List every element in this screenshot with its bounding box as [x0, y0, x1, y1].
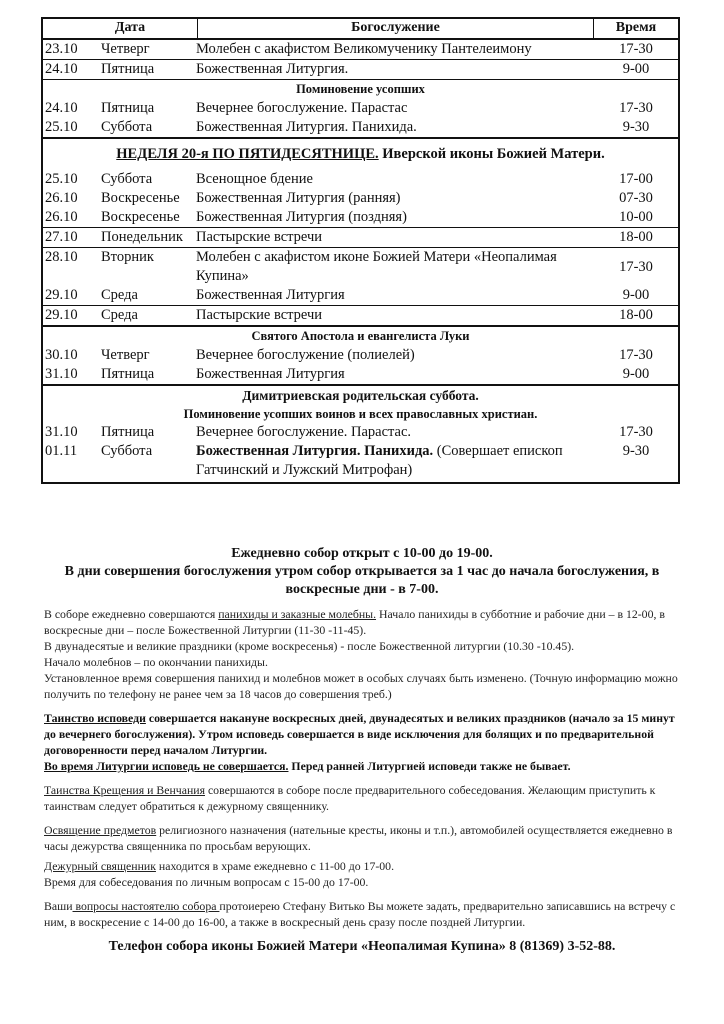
text: Перед ранней Литургией исповеди также не бывает.: [288, 759, 571, 773]
row-date: 24.10: [45, 61, 78, 77]
text: протоиерею Стефану Витько Вы можете задать, предварительно записавшись на встречу с ним, в воскресение с 14-00 до 16-00, а также в воскресный день сразу после поздней Литургии.: [44, 899, 676, 929]
row-time: 9-30: [622, 443, 650, 459]
row-service: Вечернее богослужение (полиелей): [196, 347, 415, 363]
row-time: 9-00: [622, 366, 650, 382]
row-service: [196, 442, 594, 480]
row-weekday: Четверг: [101, 347, 150, 363]
header-date: Дата: [43, 19, 198, 38]
schedule-change-paragraph: Установленное время совершения панихид и молебнов может в особых случаях быть изменено. (Точную информацию можно получить по телефону не ранее чем за 18 часов до совершения треб.): [44, 671, 678, 701]
text: Начало панихиды в субботние и рабочие дни – в 12-00, в воскресные дни – после Божественной Литургии (11-30 -11-45).: [44, 607, 665, 637]
row-weekday: Среда: [101, 287, 138, 303]
feast-title: Поминовение усопших: [296, 82, 425, 96]
confession-note: [44, 758, 684, 774]
table-row: [43, 227, 678, 247]
row-service: Вечернее богослужение. Парастас.: [196, 424, 412, 440]
row-service-bold: Божественная Литургия. Панихида.: [196, 443, 434, 459]
row-weekday: Понедельник: [101, 229, 183, 245]
row-service: Пастырские встречи: [196, 229, 323, 245]
table-row: [43, 40, 678, 59]
table-row: [43, 99, 678, 118]
table-row: [43, 365, 678, 384]
text: совершается накануне воскресных дней, двунадесятых и великих праздников (начало за 15 минут до вечернего богослужения). Утром исповедь совершается в виде исключения для болящих и по предварительной договоренности перед началом Литургии.: [44, 711, 675, 757]
row-weekday: Суббота: [101, 171, 153, 187]
row-weekday: Суббота: [101, 119, 153, 135]
duty-priest-paragraph: [44, 858, 684, 874]
row-time: 17-30: [619, 258, 653, 275]
row-weekday: Воскресенье: [101, 190, 180, 206]
row-service-note: (Совершает епископ Гатчинский и Лужский Митрофан): [196, 443, 563, 478]
header-time: Время: [615, 20, 657, 35]
text: религиозного назначения (нательные кресты, иконы и т.п.), автомобилей осуществляется ежедневно в часы дежурства священника по просьбам верующих.: [44, 823, 673, 853]
feast-heading: [43, 137, 678, 170]
row-weekday: Пятница: [101, 61, 155, 77]
row-weekday: Четверг: [101, 41, 150, 57]
row-service: Молебен с акафистом иконе Божией Матери «Неопалимая Купина»: [196, 249, 557, 284]
row-weekday: Пятница: [101, 366, 155, 382]
row-service: Божественная Литургия.: [196, 61, 349, 77]
row-date: 31.10: [45, 366, 78, 382]
row-service: Божественная Литургия (ранняя): [196, 190, 401, 206]
row-time: 17-30: [619, 424, 653, 440]
row-date: 26.10: [45, 209, 78, 225]
row-date: 27.10: [45, 229, 78, 245]
row-date: 26.10: [45, 190, 78, 206]
row-date: 29.10: [45, 307, 78, 323]
row-weekday: Пятница: [101, 100, 155, 116]
row-weekday: Вторник: [101, 249, 154, 265]
text: Ваши: [44, 899, 73, 913]
moleben-paragraph: Начало молебнов – по окончании панихиды.: [44, 655, 268, 669]
text-underlined: Таинство исповеди: [44, 711, 146, 725]
text: В соборе ежедневно совершаются: [44, 607, 219, 621]
row-date: 28.10: [45, 249, 78, 265]
row-service: Божественная Литургия: [196, 287, 345, 303]
row-service: Молебен с акафистом Великомученику Пантелеимону: [196, 41, 532, 57]
schedule-table: [41, 17, 680, 484]
row-service: Божественная Литургия: [196, 366, 345, 382]
feast-heading: [43, 79, 678, 99]
table-row: [43, 286, 678, 305]
table-row: [43, 170, 678, 189]
row-service: Вечернее богослужение. Парастас: [196, 100, 408, 116]
rector-paragraph: [44, 898, 684, 930]
feast-days-paragraph: В двунадесятые и великие праздники (кроме воскресенья) - после Божественной литургии (10.30 -10.45).: [44, 639, 575, 653]
row-date: 24.10: [45, 100, 78, 116]
row-time: 17-00: [619, 171, 653, 187]
row-service: Всенощное бдение: [196, 171, 313, 187]
row-date: 25.10: [45, 171, 78, 187]
table-row: [43, 423, 678, 442]
row-date: 23.10: [45, 41, 78, 57]
row-weekday: Воскресенье: [101, 209, 180, 225]
row-time: 18-00: [619, 307, 653, 323]
row-date: 30.10: [45, 347, 78, 363]
feast-heading: [43, 384, 678, 423]
row-date: 01.11: [45, 443, 78, 459]
confession-paragraph: [44, 710, 684, 758]
row-weekday: Суббота: [101, 443, 153, 459]
feast-title: [43, 139, 678, 170]
text-underlined: Во время Литургии исповедь не совершается.: [44, 759, 289, 773]
row-weekday: Среда: [101, 307, 138, 323]
text-underlined: панихиды и заказные молебны.: [218, 607, 377, 621]
personal-questions-time: Время для собеседования по личным вопросам с 15-00 до 17-00.: [44, 875, 369, 889]
row-time: 07-30: [619, 190, 653, 206]
blessing-paragraph: [44, 822, 684, 854]
table-row: [43, 305, 678, 325]
table-row: [43, 346, 678, 365]
info-block: [44, 606, 684, 930]
text-underlined: Освящение предметов: [44, 823, 157, 837]
row-time: 9-00: [622, 61, 650, 77]
text: совершаются в соборе после предварительного собеседования. Желающим приступить к таинствам следует обратиться к дежурному священнику.: [44, 783, 656, 813]
table-header: [43, 19, 678, 40]
row-time: 10-00: [619, 209, 653, 225]
opening-hours: [30, 545, 694, 599]
row-service: Божественная Литургия (поздняя): [196, 209, 407, 225]
text-underlined: Дежурный священник: [44, 859, 156, 873]
feast-title: Святого Апостола и евангелиста Луки: [251, 329, 470, 343]
phone-block: [30, 938, 694, 956]
table-row: [43, 118, 678, 137]
row-time: 17-30: [619, 347, 653, 363]
feast-icon-title: Иверской иконы Божией Матери.: [378, 146, 605, 162]
row-service: Пастырские встречи: [196, 307, 323, 323]
text: находится в храме ежедневно с 11-00 до 17-00.: [155, 859, 395, 873]
row-date: 29.10: [45, 287, 78, 303]
row-time: 9-30: [622, 119, 650, 135]
row-time: 17-30: [619, 41, 653, 57]
feast-title: Димитриевская родительская суббота.: [242, 388, 479, 403]
feast-subtitle: Поминовение усопших воинов и всех православных христиан.: [183, 407, 538, 421]
feast-week-title: НЕДЕЛЯ 20-я ПО ПЯТИДЕСЯТНИЦЕ.: [116, 146, 379, 162]
table-row: [43, 208, 678, 227]
requiem-paragraph: [44, 606, 684, 638]
sacraments-paragraph: [44, 782, 684, 814]
row-weekday: Пятница: [101, 424, 155, 440]
table-row: [43, 59, 678, 79]
row-time: 17-30: [619, 100, 653, 116]
opening-hours-line: Ежедневно собор открыт с 10-00 до 19-00.: [231, 546, 493, 561]
row-time: 9-00: [622, 287, 650, 303]
row-date: 31.10: [45, 424, 78, 440]
text-underlined: вопросы настоятелю собора: [72, 899, 220, 913]
opening-hours-service-days: В дни совершения богослужения утром собор открывается за 1 час до начала богослужения, в воскресные дни - в 7-00.: [64, 564, 660, 597]
cathedral-phone: Телефон собора иконы Божией Матери «Неопалимая Купина» 8 (81369) 3-52-88.: [108, 939, 616, 954]
feast-heading: [43, 325, 678, 346]
row-time: 18-00: [619, 229, 653, 245]
table-row: [43, 442, 678, 482]
text-underlined: Таинства Крещения и Венчания: [44, 783, 205, 797]
header-service: Богослужение: [198, 19, 594, 38]
row-service: Божественная Литургия. Панихида.: [196, 119, 417, 135]
row-date: 25.10: [45, 119, 78, 135]
table-row: [43, 189, 678, 208]
table-row: [43, 247, 678, 286]
